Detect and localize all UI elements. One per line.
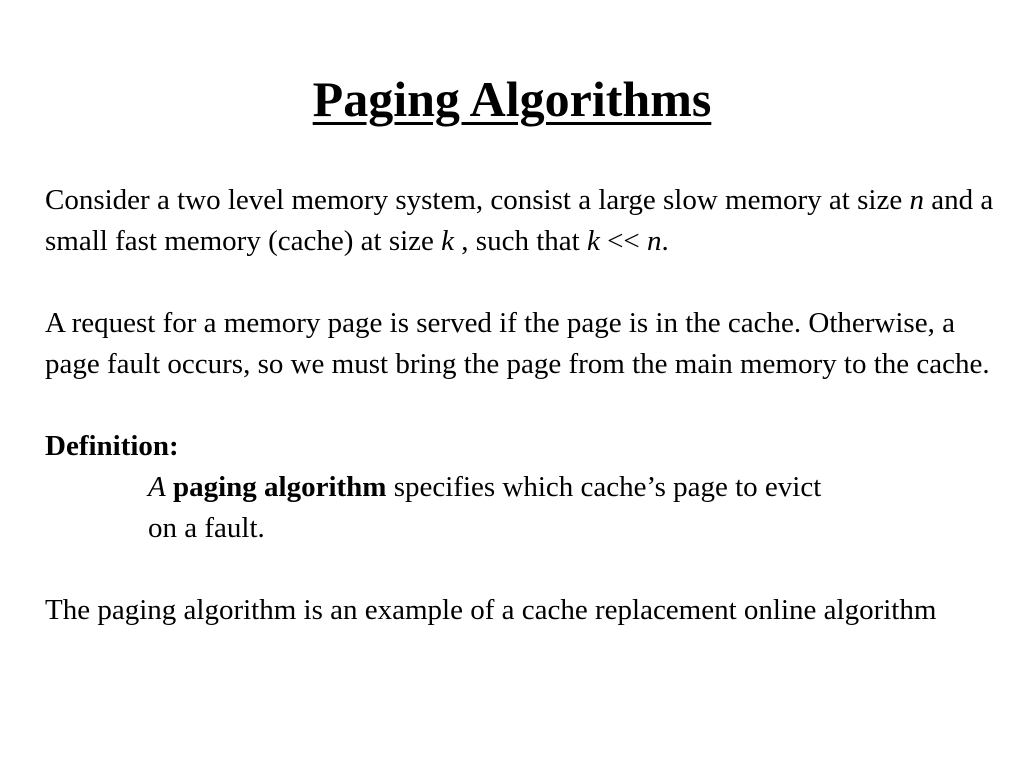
variable-n: n xyxy=(647,225,662,257)
definition-term: paging algorithm xyxy=(172,471,387,503)
definition-article: A xyxy=(148,471,166,503)
slide-body xyxy=(45,180,995,631)
variable-k: k xyxy=(441,225,455,257)
intro-text: . xyxy=(661,225,669,257)
definition-text xyxy=(45,467,848,549)
slide-title-text: Paging Algorithms xyxy=(312,71,712,127)
much-less-than-symbol: << xyxy=(599,225,648,257)
intro-text: , such that xyxy=(454,225,587,257)
intro-text: Consider a two level memory system, consist a large slow memory at size xyxy=(45,184,910,216)
intro-paragraph xyxy=(45,180,995,262)
intro-text: and a small fast memory (cache) at size xyxy=(45,184,994,257)
request-paragraph: A request for a memory page is served if the page is in the cache. Otherwise, a page fault occurs, so we must bring the page from the main memory to the cache. xyxy=(45,307,990,380)
definition-heading: Definition: xyxy=(45,430,179,462)
variable-n: n xyxy=(909,184,924,216)
definition-rest: specifies which cache’s page to evict on a fault. xyxy=(148,471,822,544)
closing-paragraph: The paging algorithm is an example of a cache replacement online algorithm xyxy=(45,594,937,626)
variable-k: k xyxy=(586,225,600,257)
slide-title xyxy=(0,68,1024,130)
